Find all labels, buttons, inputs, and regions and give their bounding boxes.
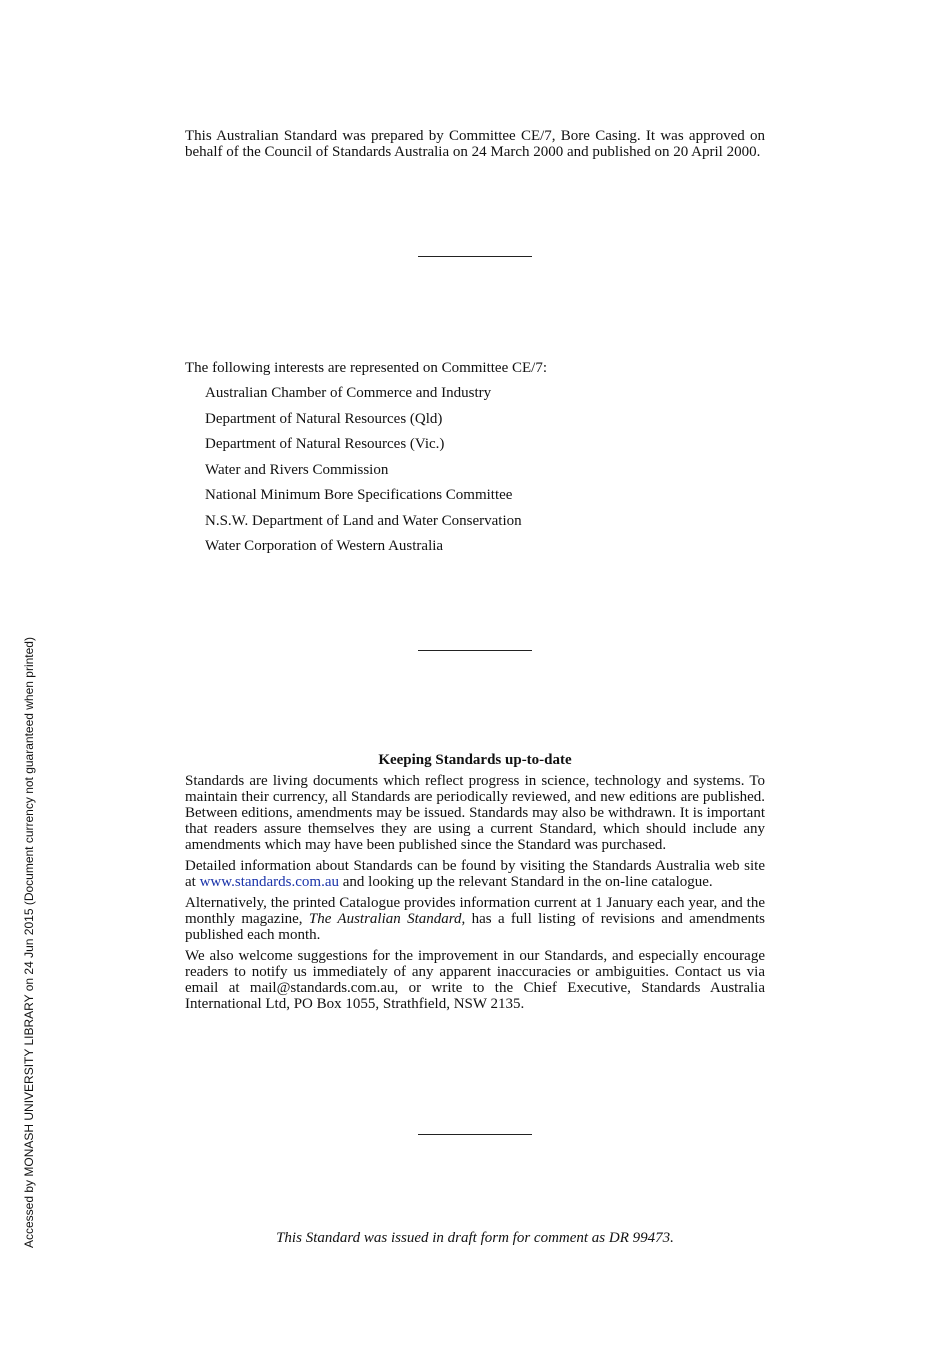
section-divider: [418, 1134, 532, 1135]
website-link[interactable]: www.standards.com.au: [199, 874, 339, 890]
paragraph-text: Alternatively, the printed Catalogue provides information current at 1 January each year, and the monthly magazine,: [185, 895, 765, 927]
section-title: Keeping Standards up-to-date: [378, 752, 572, 768]
section-divider: [418, 256, 532, 257]
committee-member: National Minimum Bore Specifications Committee: [205, 487, 513, 503]
section-divider: [418, 650, 532, 651]
paragraph: Standards are living documents which reflect progress in science, technology and systems. To maintain their currency, all Standards are periodically reviewed, and new editions are published. Between editions, amendments may be issued. Standards may also be withdrawn. It is important that readers assure themselves they are using a current Standard, which should include any amendments which may have been published since the Standard was purchased.: [185, 773, 765, 853]
paragraph: We also welcome suggestions for the improvement in our Standards, and especially encourage readers to notify us immediately of any apparent inaccuracies or ambiguities. Contact us via email at mail@standards.com.au, or write to the Chief Executive, Standards Australia International Ltd, PO Box 1055, Strathfield, NSW 2135.: [185, 948, 765, 1012]
draft-note: This Standard was issued in draft form for comment as DR 99473.: [276, 1230, 674, 1246]
committee-heading: The following interests are represented on Committee CE/7:: [185, 360, 547, 376]
paragraph: [185, 858, 765, 890]
committee-member: Water Corporation of Western Australia: [205, 538, 444, 554]
committee-member: Department of Natural Resources (Vic.): [205, 436, 445, 452]
paragraph: [185, 895, 765, 943]
committee-member-list: [185, 385, 765, 564]
approval-statement: This Australian Standard was prepared by Committee CE/7, Bore Casing. It was approved on behalf of the Council of Standards Australia on 24 March 2000 and published on 20 April 2000.: [185, 128, 765, 160]
paragraph-text: and looking up the relevant Standard in the on-line catalogue.: [339, 874, 713, 890]
keeping-standards-section: [185, 751, 765, 1017]
committee-member: Water and Rivers Commission: [205, 461, 389, 478]
magazine-title: The Australian Standard: [308, 911, 462, 927]
access-stamp: Accessed by MONASH UNIVERSITY LIBRARY on 24 Jun 2015 (Document currency not guaranteed when printed): [22, 637, 36, 1248]
committee-member: Department of Natural Resources (Qld): [205, 410, 443, 427]
paragraph-text: , has a full listing of revisions and amendments published each month.: [185, 911, 765, 943]
committee-member: N.S.W. Department of Land and Water Conservation: [205, 512, 522, 529]
committee-section: [185, 360, 765, 564]
committee-member: Australian Chamber of Commerce and Industry: [205, 385, 492, 401]
paragraph-text: Detailed information about Standards can be found by visiting the Standards Australia web site at: [185, 858, 765, 890]
